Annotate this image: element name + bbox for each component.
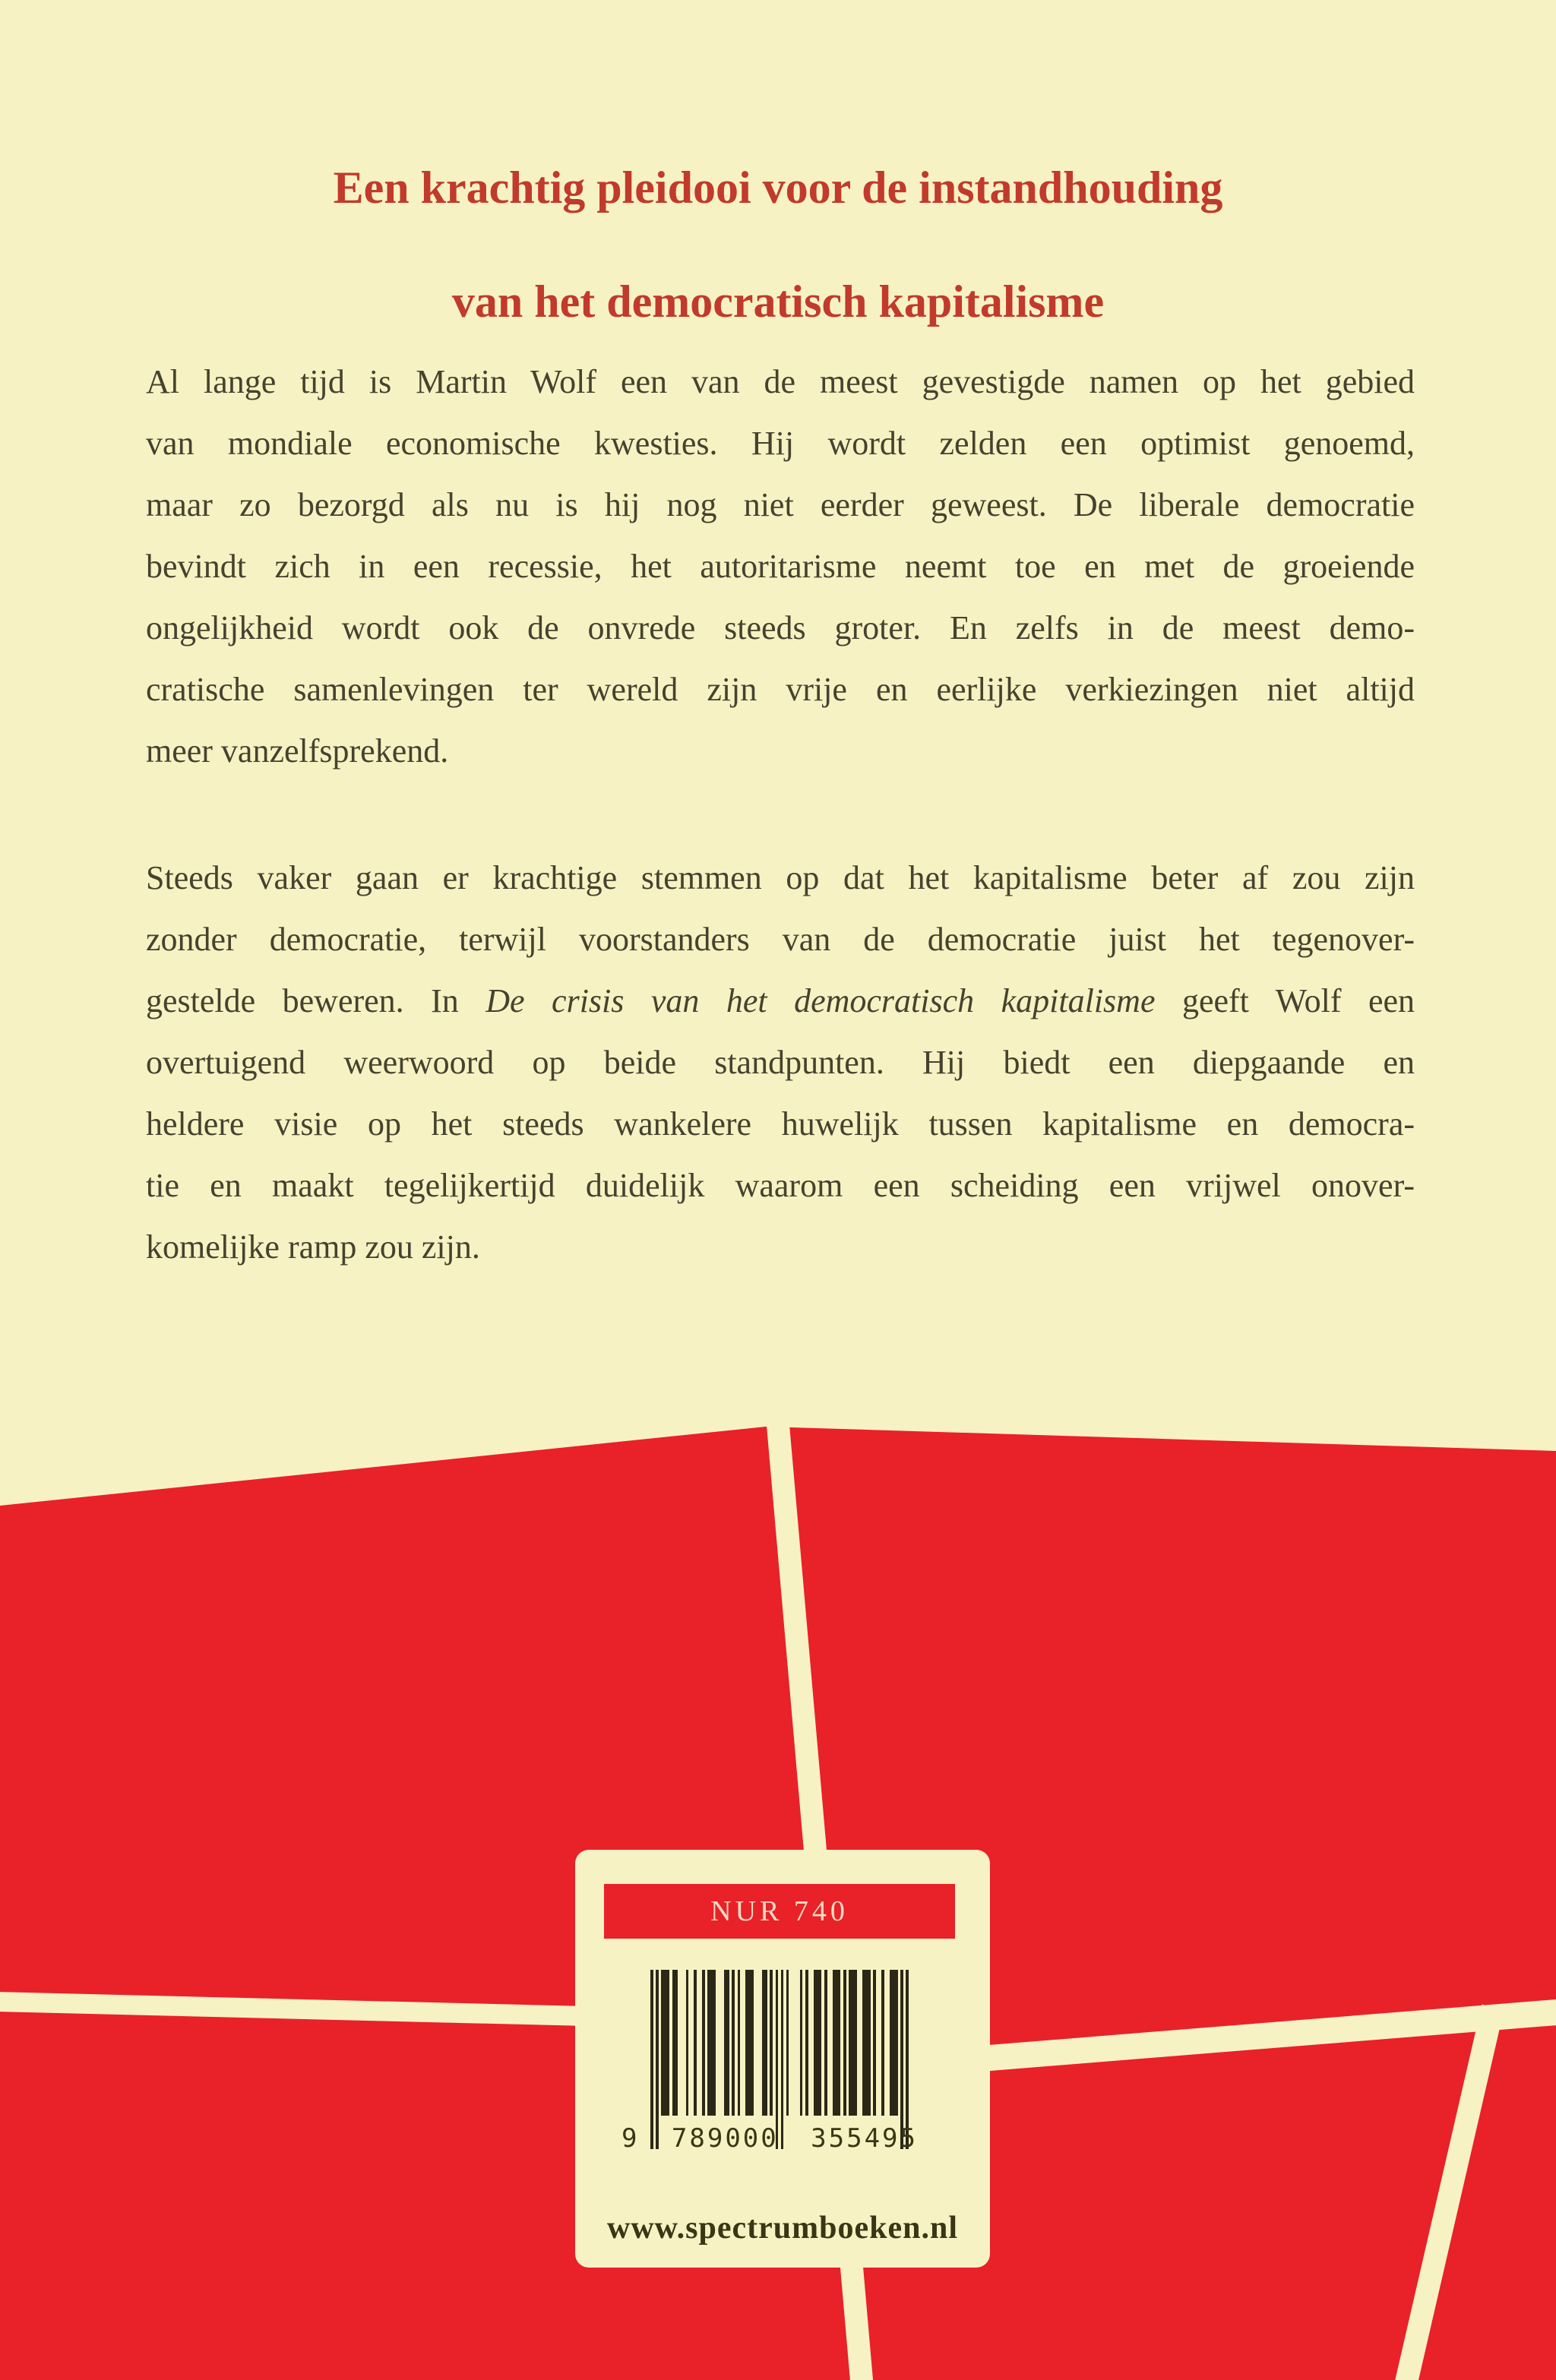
blurb-line: cratische samenlevingen ter wereld zijn vrije en eerlijke verkiezingen niet altijd [146, 671, 1415, 708]
tagline-line: van het democratisch kapitalisme [451, 277, 1105, 327]
barcode-gap [857, 1970, 862, 1971]
barcode-bar [745, 1970, 754, 2116]
blurb-line: meer vanzelfsprekend. [146, 732, 449, 770]
barcode-bar [786, 1970, 789, 2116]
barcode-bar [800, 1970, 803, 2116]
barcode-gap [740, 1970, 745, 1971]
barcode-gap [697, 1970, 702, 1971]
barcode-bar [707, 1970, 716, 2116]
blurb-line: van mondiale economische kwesties. Hij wordt zelden een optimist genoemd, [146, 425, 1415, 462]
barcode-bar [900, 1970, 903, 2149]
barcode-bar [881, 1970, 884, 2116]
barcode-gap [808, 1970, 814, 1971]
barcode-bar [732, 1970, 735, 2116]
blurb [146, 351, 1415, 1343]
barcode-bar [843, 1970, 846, 2116]
barcode-gap [827, 1970, 833, 1971]
barcode-bar [824, 1970, 827, 2116]
barcode-bar [833, 1970, 841, 2116]
barcode-bar [781, 1970, 784, 2149]
isbn-number [621, 2123, 918, 2154]
isbn-digit-group: 789000 [671, 2123, 779, 2154]
barcode-bar [770, 1970, 773, 2116]
barcode-bar [805, 1970, 808, 2116]
blurb-line: Al lange tijd is Martin Wolf een van de meest gevestigde namen op het gebied [146, 363, 1415, 400]
barcode-bar [873, 1970, 876, 2116]
book-title-italic: De crisis van het democratisch kapitalisme [485, 982, 1156, 1019]
barcode-bar [702, 1970, 705, 2116]
barcode-bar [656, 1970, 659, 2149]
blurb-line: bevindt zich in een recessie, het autoritarisme neemt toe en met de groeiende [146, 548, 1415, 585]
barcode-gap [716, 1970, 724, 1971]
blurb-line: maar zo bezorgd als nu is hij nog niet eerder geweest. De liberale democratie [146, 486, 1415, 523]
barcode-gap [754, 1970, 762, 1971]
barcode-bar [890, 1970, 898, 2116]
barcode-gap [678, 1970, 686, 1971]
blurb-line: gestelde beweren. In De crisis van het democratisch kapitalisme geeft Wolf een [146, 982, 1415, 1019]
nur-code: NUR 740 [710, 1895, 849, 1927]
barcode-bar [849, 1970, 857, 2116]
blurb-line: tie en maakt tegelijkertijd duidelijk waarom een scheiding een vrijwel onover- [146, 1167, 1415, 1204]
barcode-gap [688, 1970, 694, 1971]
blurb-line: ongelijkheid wordt ook de onvrede steeds groter. En zelfs in de meest demo- [146, 609, 1415, 646]
publisher-website: www.spectrumboeken.nl [606, 2211, 959, 2246]
blurb-line: overtuigend weerwoord op beide standpunten. Hij biedt een diepgaande en [146, 1044, 1415, 1081]
blurb-line: komelijke ramp zou zijn. [146, 1228, 480, 1266]
barcode-bar [862, 1970, 871, 2116]
barcode-gap [789, 1970, 799, 1971]
ean-barcode [621, 1970, 918, 2154]
barcode-bar [738, 1970, 741, 2116]
tagline-heading [0, 131, 1556, 359]
blurb-line: heldere visie op het steeds wankelere huwelijk tussen kapitalisme en democra- [146, 1105, 1415, 1143]
isbn-label [575, 1850, 990, 2268]
blurb-line: Steeds vaker gaan er krachtige stemmen op dat het kapitalisme beter af zou zijn [146, 859, 1415, 896]
isbn-digit-group: 355495 [811, 2123, 918, 2154]
nur-band [604, 1884, 955, 1939]
barcode-bar [650, 1970, 653, 2149]
blurb-paragraph [146, 351, 1415, 782]
blurb-paragraph [146, 847, 1415, 1278]
barcode-bar [686, 1970, 689, 2116]
barcode-bar [694, 1970, 697, 2116]
barcode-bar [724, 1970, 729, 2116]
barcode-bar [776, 1970, 779, 2149]
barcode-bar [906, 1970, 909, 2149]
barcode-bar [672, 1970, 678, 2116]
barcode-gap [876, 1970, 881, 1971]
isbn-digit-group: 9 [621, 2123, 640, 2154]
barcode-gap [884, 1970, 890, 1971]
barcode-bar [661, 1970, 669, 2116]
barcode-bar [814, 1970, 822, 2116]
blurb-line: zonder democratie, terwijl voorstanders van de democratie juist het tegenover- [146, 921, 1415, 958]
barcode-bar [762, 1970, 767, 2116]
tagline-line: Een krachtig pleidooi voor de instandhouding [333, 163, 1223, 213]
